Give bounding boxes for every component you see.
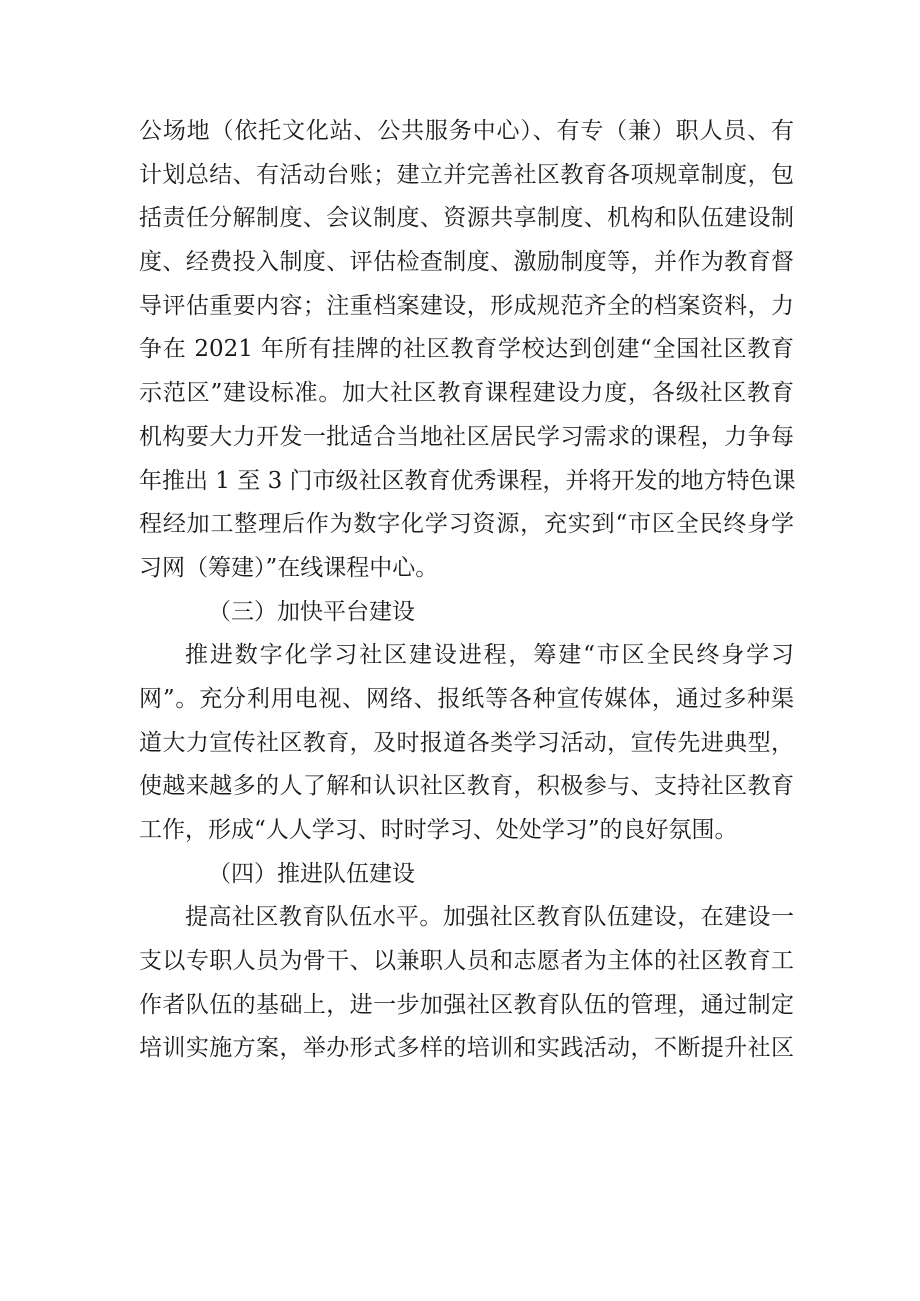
body-line: 作者队伍的基础上，进一步加强社区教育队伍的管理，通过制定 — [139, 991, 794, 1018]
section-heading: （四）推进队伍建设 — [208, 860, 415, 887]
body-line: 度、经费投入制度、评估检查制度、激励制度等，并作为教育督 — [139, 249, 794, 276]
body-line: 年推出 1 至 3 门市级社区教育优秀课程，并将开发的地方特色课 — [139, 467, 796, 494]
body-line: 工作，形成“人人学习、时时学习、处处学习”的良好氛围。 — [139, 817, 738, 843]
document-body — [139, 110, 794, 1071]
body-line: 道大力宣传社区教育，及时报道各类学习活动，宣传先进典型， — [139, 729, 794, 756]
section-heading: （三）加快平台建设 — [208, 598, 415, 625]
body-line: 导评估重要内容；注重档案建设，形成规范齐全的档案资料，力 — [139, 292, 794, 319]
body-line: 计划总结、有活动台账；建立并完善社区教育各项规章制度，包 — [139, 161, 794, 188]
body-line: 程经加工整理后作为数字化学习资源，充实到“市区全民终身学 — [139, 511, 794, 538]
body-line: 习网（筹建）”在线课程中心。 — [139, 554, 439, 581]
body-line: 支以专职人员为骨干、以兼职人员和志愿者为主体的社区教育工 — [139, 948, 794, 975]
body-line: 示范区”建设标准。加大社区教育课程建设力度，各级社区教育 — [139, 380, 794, 407]
body-line: 公场地（依托文化站、公共服务中心）、有专（兼）职人员、有 — [139, 118, 794, 144]
body-line: 网”。充分利用电视、网络、报纸等各种宣传媒体，通过多种渠 — [139, 685, 794, 712]
body-line: 争在 2021 年所有挂牌的社区教育学校达到创建“全国社区教育 — [139, 336, 794, 363]
paragraph-first-line: 提高社区教育队伍水平。加强社区教育队伍建设，在建设一 — [185, 904, 794, 931]
paragraph-first-line: 推进数字化学习社区建设进程，筹建“市区全民终身学习 — [185, 642, 794, 669]
body-line: 培训实施方案，举办形式多样的培训和实践活动，不断提升社区 — [139, 1035, 794, 1062]
body-line: 使越来越多的人了解和认识社区教育，积极参与、支持社区教育 — [139, 773, 794, 800]
body-line: 机构要大力开发一批适合当地社区居民学习需求的课程，力争每 — [139, 423, 794, 450]
body-line: 括责任分解制度、会议制度、资源共享制度、机构和队伍建设制 — [139, 205, 794, 232]
